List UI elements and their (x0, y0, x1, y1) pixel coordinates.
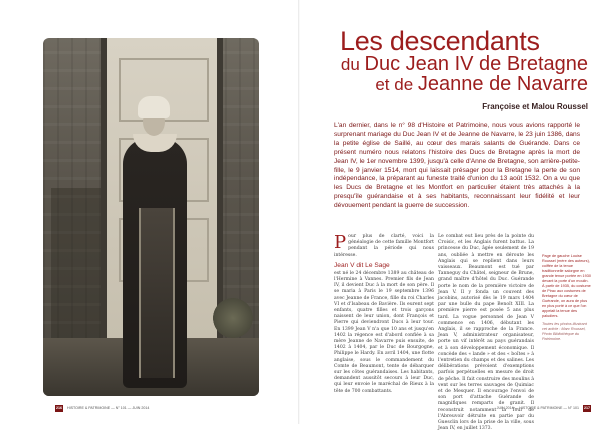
article-title: Les descendants (340, 26, 540, 56)
page-number-left: 216 (56, 405, 62, 410)
photo-credit: Toutes les photos illustrant cet article : Marc Roussel, Photo Bibliothèque du Patrimoine. (542, 322, 587, 341)
coiffe (138, 96, 170, 118)
intro-paragraph: L'an dernier, dans le n° 98 d'Histoire et Patrimoine, nous vous avions rapporté le surprenant mariage du Duc Jean IV et de Jeanne de Navarre, le 23 juin 1386, dans la petite église de Saillé, au cœur des marais salants de Guérande. Dans ce présent numéro nous relatons l'histoire des Ducs de Bretagne après la mort de Jean IV, le 1er novembre 1399, jusqu'à celle d'Anne de Bretagne, son arrière-petite-fille, le 9 janvier 1514, mort qui laissait présager pour la Bretagne la perte de son indépendance, la préparant au funeste traité d'union du 13 août 1532. On a vu que les Ducs de Bretagne et les Montfort en particulier étaient très attachés à la presqu'île guérandaise et à ses habitants, reconnaissant leur fidélité et leur dévouement pendant la guerre de succession. (334, 122, 580, 210)
photo-caption: Page de gauche Louise Roussel (mère des auteurs), coiffée de la tenue traditionnelle salorgne en grande tenue portée en 1930 devant la porte d'un moulin. À partir de 1935, du costume de Pirac aux costumes de Bretagne du cœur de Guérande, on aura de plus en plus porté à ce que l'on appelait la tenue des paludiers. Toutes les photos illustrant cet article : Marc Roussel, Photo Bibliothèque du Patrimoine. (542, 254, 591, 341)
drop-cap: P (334, 232, 347, 253)
section-subhead: Jean V dit Le Sage (334, 261, 390, 269)
left-page (0, 0, 300, 424)
footer-right: JUIN 2014 — HISTOIRE & PATRIMOINE — N° 101 217 (496, 405, 590, 410)
byline: Françoise et Malou Roussel (482, 102, 588, 111)
body-column-2: Le combat eut lieu près de la pointe du Croisic, et les Anglais furent battus. La princesse du Duc, âgée seulement de 19 ans, oubliée à mettre en déroute les Anglais qui se replient dans leurs vaisseaux. Beaumont est tué par Tanneguy du Châtel, seigneur de Brune, grand maître d'hôtel du Duc. Guérande porte le nom de la première victoire de Jean V. Il y fonda un couvent des jacobins, autorisé dès le 19 mars 1404 par une bulle du pape Benoît XIII. La première pierre est posée 5 ans plus tard. La vogue personnel de Jean V commence en 1406, débutant les Anglais, il se rapproche de la France. Jean V, administrateur organisateur, porte un vif intérêt au pays guérandais et à son développement économique. Il concède des « lande » et des « boîtes » à l'entretien du champs et des salines. Les délibérations prévoient d'exemptions parfois perpétuelles en mesure de droit de pêche. Il fait construire des moulins à vent sur les terres sauvages de Quimiac et de Mesquer. Il encourage l'envoi de son port d'attache Guérande de magnifiques remparts de granit. Il reconstruit notamment la Tour de l'Abreuvoir détruite en partie par du Guesclin lors de la prise de la ville, sous Jean IV, en juillet 1373. (438, 234, 534, 432)
article-title-line3: et de Jeanne de Navarre (375, 73, 588, 95)
body-column-1: P our plus de clarté, voici la généalogie de cette famille Montfort pendant la période qui nous intéresse. Jean V dit Le Sage est né le 24 décembre 1389 au château de l'Hermine à Vannes. Premier fils de Jean IV, il devient Duc à la mort de son père. Il se maria à Paris le 19 septembre 1396 avec Jeanne de France, fille du roi Charles VI et d'Isabeau de Bavière. Ils eurent sept enfants, quatre filles et trois garçons naissent de leur union, dont François et Pierre qui deviendront Ducs à leur tour. En 1399 Jean V n'a que 10 ans et jusqu'en 1402 la régence est d'abord confiée à sa mère Jeanne de Navarre puis ensuite, de 1402 à 1404, par le Duc de Bourgogne, Philippe le Hardy. En avril 1404, une flotte anglaise, sous le commandement du Comte de Beaumont, tente de débarquer sur les côtes guérandaises. Les habitants, demandent aussitôt secours à leur Duc, qui leur envoie le maréchal de Rieux à la tête de 700 combattants. (334, 232, 434, 394)
portrait-photo (43, 38, 259, 396)
page-number-right: 217 (584, 405, 590, 410)
article-title-line2: du Duc Jean IV de Bretagne (340, 53, 588, 75)
footer-left: 216 HISTOIRE & PATRIMOINE — N° 101 — JUIN 2014 (56, 405, 150, 410)
